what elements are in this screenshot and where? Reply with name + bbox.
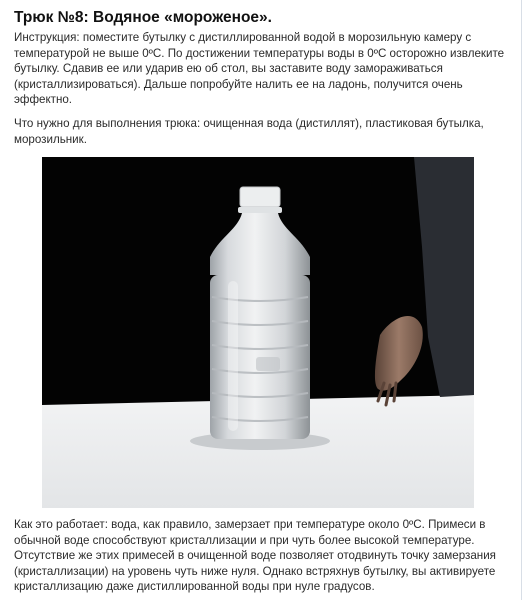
article-title: Трюк №8: Водяное «мороженое». (14, 9, 272, 26)
bottle-illustration (42, 157, 474, 508)
explanation-paragraph: Как это работает: вода, как правило, замерзает при температуре около 0ºС. Примеси в обычной воде способствуют кристаллизации и при чуть более высокой температуре. Отсутствие же этих примесей в очищенной воде позволяет отодвинуть точку замерзания (кристаллизации) на уровень чуть ниже нуля. Однако встряхнув бутылку, вы активируете кристаллизацию даже дистиллированной воды при нуле градусов. (14, 518, 496, 594)
instruction-paragraph: Инструкция: поместите бутылку с дистиллированной водой в морозильную камеру с температурой не выше 0ºС. По достижении температуры воды в 0ºС осторожно извлеките бутылку. Сдавив ее или ударив ею об стол, вы заставите воду замораживаться (кристаллизироваться). Дальше попробуйте налить ее на ладонь, получится очень эффектно. (14, 31, 505, 107)
requirements-paragraph: Что нужно для выполнения трюка: очищенная вода (дистиллят), пластиковая бутылка, морозильник. (14, 117, 484, 146)
bottle-photo (42, 157, 474, 508)
